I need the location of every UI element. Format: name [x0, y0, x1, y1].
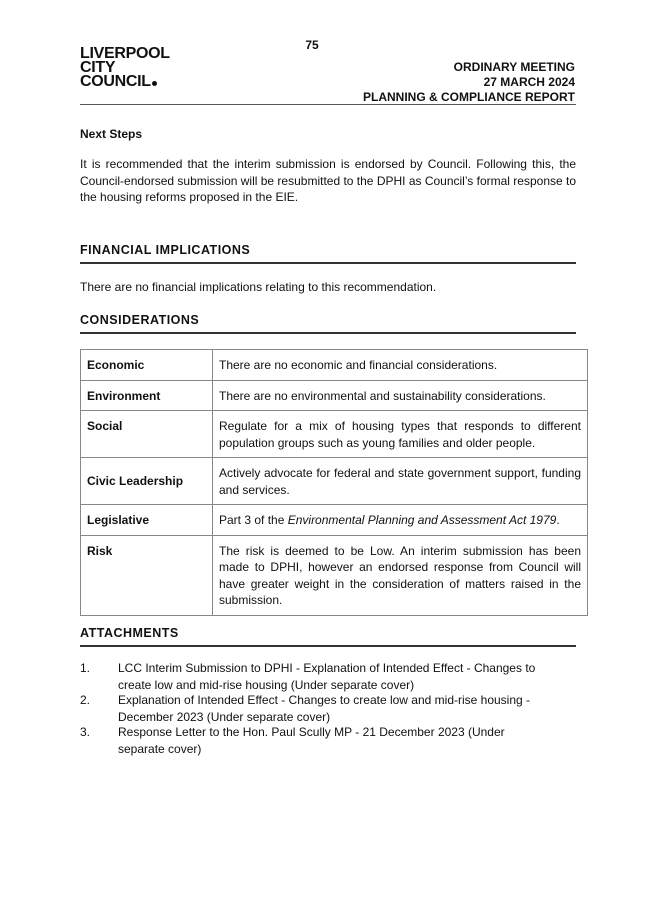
attachment-number: 3. — [80, 725, 91, 739]
table-row — [81, 535, 588, 615]
meeting-type: ORDINARY MEETING — [453, 60, 575, 74]
financial-text: There are no financial implications relating to this recommendation. — [80, 280, 437, 294]
attachment-item — [80, 660, 576, 693]
category-cell: Risk — [81, 535, 213, 615]
category-cell: Social — [81, 411, 213, 458]
attachment-text: Explanation of Intended Effect - Changes to create low and mid-rise housing - December 2023 (Under separate cover) — [118, 693, 531, 724]
next-steps-heading: Next Steps — [80, 127, 143, 141]
table-row — [81, 505, 588, 536]
logo-line-3: COUNCIL — [80, 73, 151, 90]
logo-line-2: CITY — [80, 59, 116, 76]
logo-dot-icon — [152, 81, 157, 86]
description-cell: There are no economic and financial considerations. — [213, 350, 588, 381]
attachment-item — [80, 692, 576, 725]
description-cell: Actively advocate for federal and state government support, funding and services. — [213, 458, 588, 505]
legislative-act-title: Environmental Planning and Assessment Act 1979 — [287, 513, 557, 527]
next-steps-text: It is recommended that the interim submission is endorsed by Council. Following this, the Council-endorsed submission will be resubmitted to the DPHI as Council’s formal response to the housing reforms proposed in the EIE. — [80, 157, 577, 204]
meeting-header — [363, 60, 575, 105]
council-logo — [80, 47, 170, 89]
meeting-date: 27 MARCH 2024 — [483, 75, 575, 89]
table-row — [81, 350, 588, 381]
considerations-heading: CONSIDERATIONS — [80, 313, 576, 334]
category-cell: Legislative — [81, 505, 213, 536]
attachment-number: 1. — [80, 661, 91, 675]
logo-line-1: LIVERPOOL — [80, 45, 170, 62]
attachment-text: LCC Interim Submission to DPHI - Explanation of Intended Effect - Changes to create low and mid-rise housing (Under separate cover) — [118, 661, 536, 692]
header-divider — [80, 104, 576, 105]
attachments-heading: ATTACHMENTS — [80, 626, 576, 647]
description-cell — [213, 505, 588, 536]
attachment-item — [80, 724, 576, 757]
table-row — [81, 411, 588, 458]
table-row — [81, 458, 588, 505]
legislative-suffix: . — [556, 513, 560, 527]
legislative-prefix: Part 3 of the — [219, 513, 288, 527]
category-cell: Civic Leadership — [81, 458, 213, 505]
description-cell: The risk is deemed to be Low. An interim submission has been made to DPHI, however an endorsed response from Council will have greater weight in the consideration of matters raised in the submission. — [213, 535, 588, 615]
category-cell: Environment — [81, 380, 213, 411]
description-cell: Regulate for a mix of housing types that responds to different population groups such as young families and older people. — [213, 411, 588, 458]
description-cell: There are no environmental and sustainability considerations. — [213, 380, 588, 411]
attachment-number: 2. — [80, 693, 91, 707]
financial-heading: FINANCIAL IMPLICATIONS — [80, 243, 576, 264]
table-row — [81, 380, 588, 411]
attachment-text: Response Letter to the Hon. Paul Scully MP - 21 December 2023 (Under separate cover) — [118, 725, 505, 756]
considerations-table — [80, 349, 588, 616]
page-number: 75 — [305, 38, 319, 52]
report-name: PLANNING & COMPLIANCE REPORT — [362, 90, 575, 104]
category-cell: Economic — [81, 350, 213, 381]
